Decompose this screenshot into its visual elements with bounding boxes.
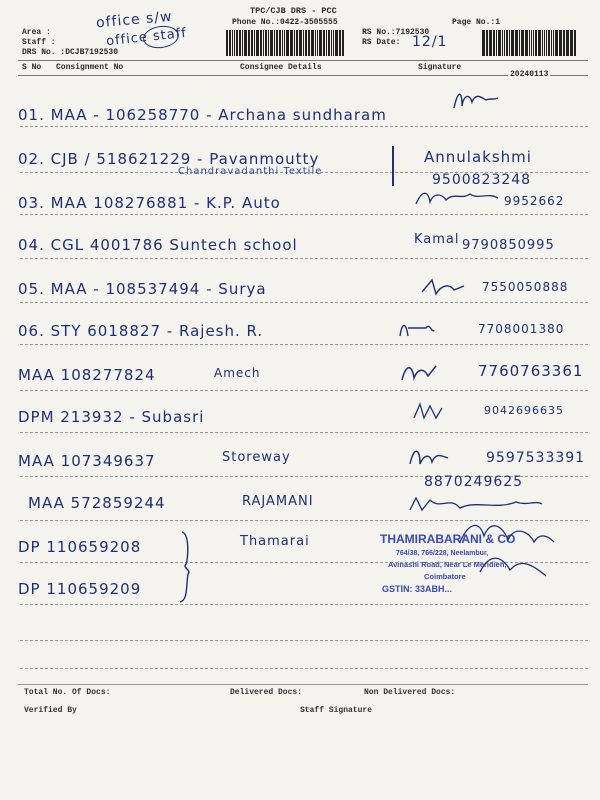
- signature-7: [398, 360, 438, 384]
- entry-6: 06. STY 6018827 - Rajesh. R.: [18, 322, 264, 340]
- barcode-bar: [248, 30, 250, 56]
- barcode-bar: [328, 30, 330, 56]
- barcode-bar: [303, 30, 304, 56]
- barcode-bar: [482, 30, 485, 56]
- entry-9-name: Storeway: [222, 450, 291, 465]
- header-rule-bottom: [18, 75, 588, 76]
- handwritten-staff-note-2: office staff: [105, 25, 188, 50]
- entry-rule: [20, 126, 588, 127]
- area-label: Area :: [22, 28, 51, 37]
- barcode-bar: [270, 30, 273, 56]
- barcode-bar: [226, 30, 228, 56]
- signature-8: [410, 400, 446, 424]
- barcode-bar: [542, 30, 543, 56]
- barcode-bar: [555, 30, 558, 56]
- barcode-bar: [335, 30, 338, 56]
- sheet-date: 20240113: [510, 70, 549, 79]
- barcode-left: [226, 30, 356, 56]
- entry-1: 01. MAA - 106258770 - Archana sundharam: [18, 106, 387, 124]
- barcode-bar: [342, 30, 344, 56]
- barcode-bar: [515, 30, 518, 56]
- entry-9: MAA 107349637: [18, 452, 156, 470]
- total-docs-label: Total No. Of Docs:: [24, 688, 111, 697]
- signature-3: [412, 186, 502, 210]
- barcode-bar: [489, 30, 492, 56]
- barcode-bar: [234, 30, 235, 56]
- barcode-bar: [286, 30, 289, 56]
- entry-9-phone: 9597533391: [486, 450, 586, 466]
- phone-number: Phone No.:0422-3505555: [232, 18, 338, 27]
- entry-4: 04. CGL 4001786 Suntech school: [18, 236, 298, 254]
- barcode-bar: [323, 30, 325, 56]
- signature-1: [450, 88, 500, 110]
- barcode-bar: [521, 30, 524, 56]
- header-rule-top: [18, 60, 588, 61]
- stamp-address-1: 764/38, 766/228, Neelambur,: [396, 550, 489, 557]
- barcode-bar: [531, 30, 532, 56]
- stamp-address-3: Coimbatore: [424, 572, 466, 581]
- barcode-bar: [265, 30, 267, 56]
- entry-rule: [20, 432, 588, 433]
- hand-divider: [392, 146, 394, 186]
- signature-9: [406, 444, 450, 470]
- barcode-bar: [339, 30, 341, 56]
- non-delivered-docs-label: Non Delivered Docs:: [364, 688, 456, 697]
- entry-rule: [20, 258, 588, 259]
- barcode-bar: [229, 30, 231, 56]
- barcode-bar: [260, 30, 262, 56]
- barcode-bar: [502, 30, 503, 56]
- barcode-bar: [232, 30, 233, 56]
- barcode-bar: [559, 30, 562, 56]
- barcode-bar: [574, 30, 576, 56]
- barcode-bar: [299, 30, 302, 56]
- entry-8: DPM 213932 - Subasri: [18, 408, 205, 426]
- entry-rule: [20, 344, 588, 345]
- barcode-bar: [239, 30, 241, 56]
- page-number: Page No.:1: [452, 18, 501, 27]
- barcode-bar: [276, 30, 278, 56]
- entry-8-phone: 9042696635: [484, 404, 564, 417]
- barcode-bar: [305, 30, 307, 56]
- barcode-bar: [525, 30, 528, 56]
- sheet-title: TPC/CJB DRS - PCC: [250, 6, 337, 16]
- barcode-bar: [254, 30, 255, 56]
- barcode-bar: [506, 30, 508, 56]
- barcode-text: [70, 48, 123, 57]
- company-stamp: [380, 532, 570, 608]
- barcode-bar: [251, 30, 253, 56]
- entry-2-subtext: Chandravadanthi Textile: [178, 166, 323, 177]
- entry-5-phone: 7550050888: [482, 280, 569, 294]
- barcode-bar: [284, 30, 285, 56]
- barcode-bar: [317, 30, 318, 56]
- signature-5: [418, 276, 468, 298]
- stamp-company-name: THAMIRABARANI & CO: [380, 532, 516, 546]
- barcode-bar: [282, 30, 283, 56]
- barcode-bar: [529, 30, 530, 56]
- entry-10: MAA 572859244: [28, 494, 166, 512]
- barcode-bar: [279, 30, 281, 56]
- col-consignee-details: Consignee Details: [240, 63, 322, 72]
- stamp-signature: [450, 512, 560, 596]
- barcode-bar: [496, 30, 497, 56]
- entry-rule: [20, 214, 588, 215]
- entry-2-phone: 9500823248: [432, 172, 532, 188]
- entry-7: MAA 108277824: [18, 366, 156, 384]
- entry-rule: [20, 390, 588, 391]
- entry-rule: [20, 302, 588, 303]
- barcode-bar: [563, 30, 565, 56]
- handwritten-staff-note: office s/w: [95, 8, 174, 32]
- entry-6-phone: 7708001380: [478, 322, 565, 336]
- rs-number: RS No.:7192530: [362, 28, 430, 37]
- barcode-bar: [268, 30, 269, 56]
- barcode-bar: [290, 30, 293, 56]
- barcode-bar: [256, 30, 259, 56]
- barcode-bar: [538, 30, 541, 56]
- footer-rule: [18, 684, 588, 685]
- entry-2: 02. CJB / 518621229 - Pavanmoutty: [18, 150, 320, 168]
- barcode-bar: [551, 30, 552, 56]
- entry-10-name: RAJAMANI: [242, 494, 314, 509]
- barcode-bar: [535, 30, 537, 56]
- entry-11-name: Thamarai: [240, 534, 310, 549]
- entry-4-phone: 9790850995: [462, 238, 555, 253]
- col-signature: Signature: [418, 63, 462, 72]
- col-consignment-no: Consignment No: [56, 63, 124, 72]
- entry-2-receiver: Annulakshmi: [424, 148, 532, 166]
- barcode-bar: [546, 30, 547, 56]
- barcode-right: [482, 30, 582, 56]
- staff-signature-label: Staff Signature: [300, 706, 373, 715]
- barcode-bar: [548, 30, 550, 56]
- hand-brace: [176, 530, 196, 604]
- col-s-no: S No: [22, 63, 42, 72]
- barcode-bar: [544, 30, 545, 56]
- barcode-bar: [308, 30, 310, 56]
- verified-by-label: Verified By: [24, 706, 77, 715]
- hand-drawn-circle: [142, 24, 181, 51]
- barcode-bar: [294, 30, 295, 56]
- barcode-bar: [333, 30, 334, 56]
- rs-date-label: RS Date:: [362, 38, 401, 47]
- barcode-bar: [493, 30, 495, 56]
- barcode-bar: [319, 30, 322, 56]
- barcode-bar: [311, 30, 314, 56]
- barcode-bar: [566, 30, 569, 56]
- entry-3: 03. MAA 108276881 - K.P. Auto: [18, 194, 281, 212]
- staff-label: Staff :: [22, 38, 56, 47]
- barcode-bar: [511, 30, 514, 56]
- barcode-bar: [533, 30, 534, 56]
- entry-12: DP 110659209: [18, 580, 142, 598]
- barcode-bar: [244, 30, 247, 56]
- delivered-docs-label: Delivered Docs:: [230, 688, 303, 697]
- entry-5: 05. MAA - 108537494 - Surya: [18, 280, 267, 298]
- barcode-bar: [296, 30, 298, 56]
- barcode-bar: [504, 30, 505, 56]
- drs-number: DRS No. :DCJB7192530: [22, 48, 119, 57]
- barcode-bar: [263, 30, 264, 56]
- entry-10-phone: 8870249625: [424, 474, 524, 490]
- entry-rule: [20, 640, 588, 641]
- entry-4-receiver: Kamal: [414, 232, 460, 247]
- entry-3-phone: 9952662: [504, 194, 565, 208]
- signature-6: [396, 318, 436, 340]
- barcode-bar: [486, 30, 488, 56]
- barcode-bar: [236, 30, 238, 56]
- barcode-bar: [331, 30, 332, 56]
- barcode-bar: [242, 30, 243, 56]
- barcode-bar: [519, 30, 520, 56]
- barcode-bar: [326, 30, 327, 56]
- stamp-gstin: GSTIN: 33ABH...: [382, 584, 453, 594]
- barcode-bar: [570, 30, 573, 56]
- entry-7-phone: 7760763361: [478, 362, 584, 380]
- barcode-bar: [553, 30, 554, 56]
- rs-date-handwritten: 12/1: [412, 34, 448, 50]
- entry-7-name: Amech: [214, 366, 261, 380]
- entry-11: DP 110659208: [18, 538, 142, 556]
- stamp-address-2: Avinashi Road, Near Le Meridien,: [388, 560, 507, 569]
- barcode-bar: [498, 30, 501, 56]
- barcode-bar: [315, 30, 316, 56]
- barcode-bar: [274, 30, 275, 56]
- barcode-bar: [509, 30, 510, 56]
- entry-rule: [20, 668, 588, 669]
